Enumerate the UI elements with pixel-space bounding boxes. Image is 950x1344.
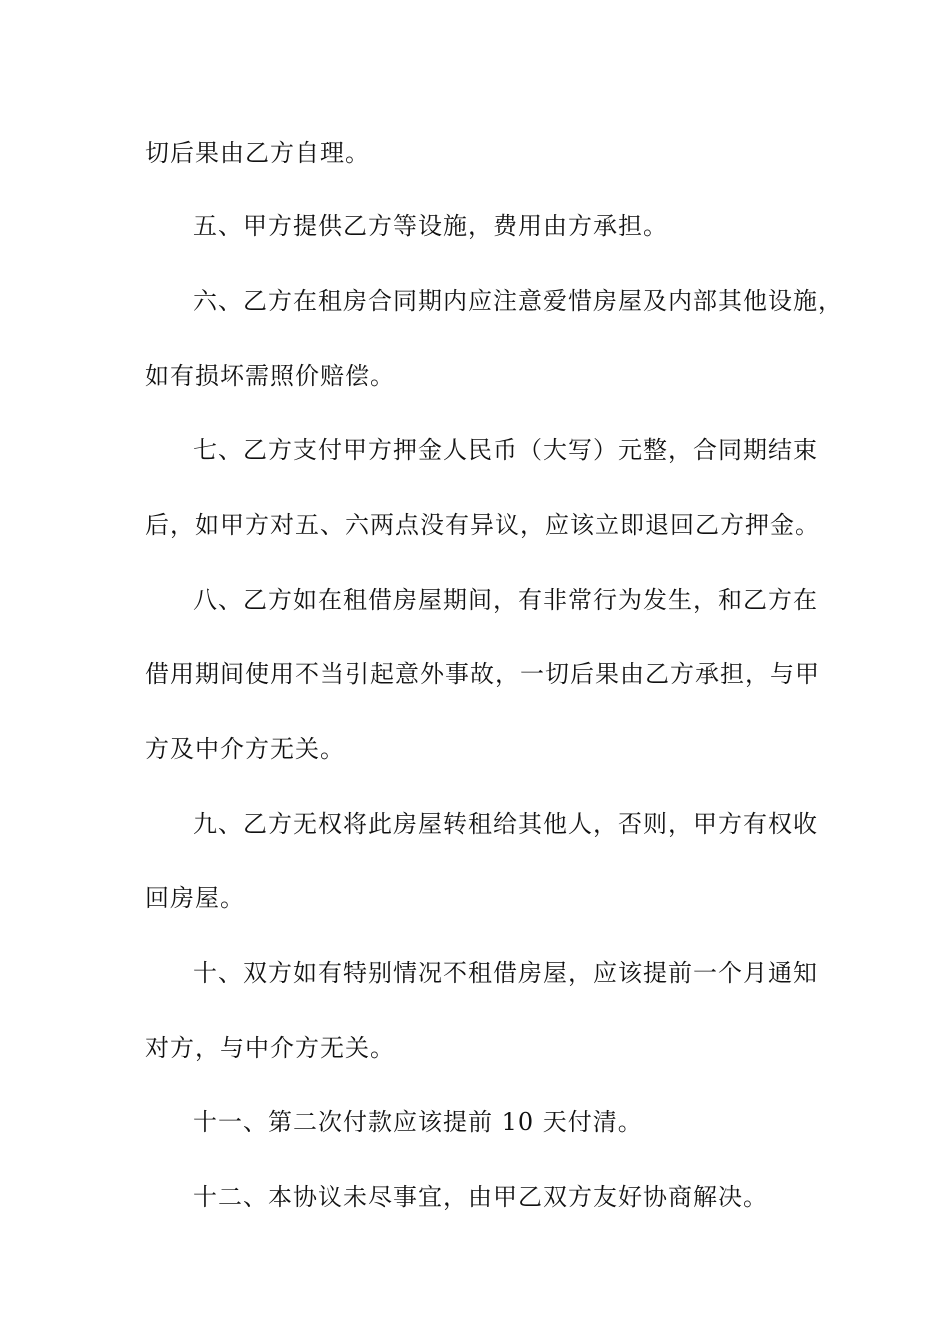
clause-5: 五、甲方提供乙方等设施，费用由方承担。 [193,212,668,240]
text-line-continuation: 切后果由乙方自理。 [145,139,370,167]
clause-6: 六、乙方在租房合同期内应注意爱惜房屋及内部其他设施， [193,287,843,315]
clause-7: 七、乙方支付甲方押金人民币（大写）元整，合同期结束 [193,436,818,464]
clause-10: 十、双方如有特别情况不租借房屋，应该提前一个月通知 [193,959,818,987]
clause-12: 十二、本协议未尽事宜，由甲乙双方友好协商解决。 [193,1183,768,1211]
clause-10-continuation: 对方，与中介方无关。 [145,1034,395,1062]
clause-11: 十一、第二次付款应该提前 10 天付清。 [193,1108,643,1136]
clause-8-continuation-1: 借用期间使用不当引起意外事故，一切后果由乙方承担，与甲 [145,660,820,688]
clause-7-continuation: 后，如甲方对五、六两点没有异议，应该立即退回乙方押金。 [145,511,820,539]
clause-6-continuation: 如有损坏需照价赔偿。 [145,362,395,390]
clause-9-continuation: 回房屋。 [145,884,245,912]
clause-8-continuation-2: 方及中介方无关。 [145,735,345,763]
clause-9: 九、乙方无权将此房屋转租给其他人，否则，甲方有权收 [193,810,818,838]
clause-8: 八、乙方如在租借房屋期间，有非常行为发生，和乙方在 [193,586,818,614]
